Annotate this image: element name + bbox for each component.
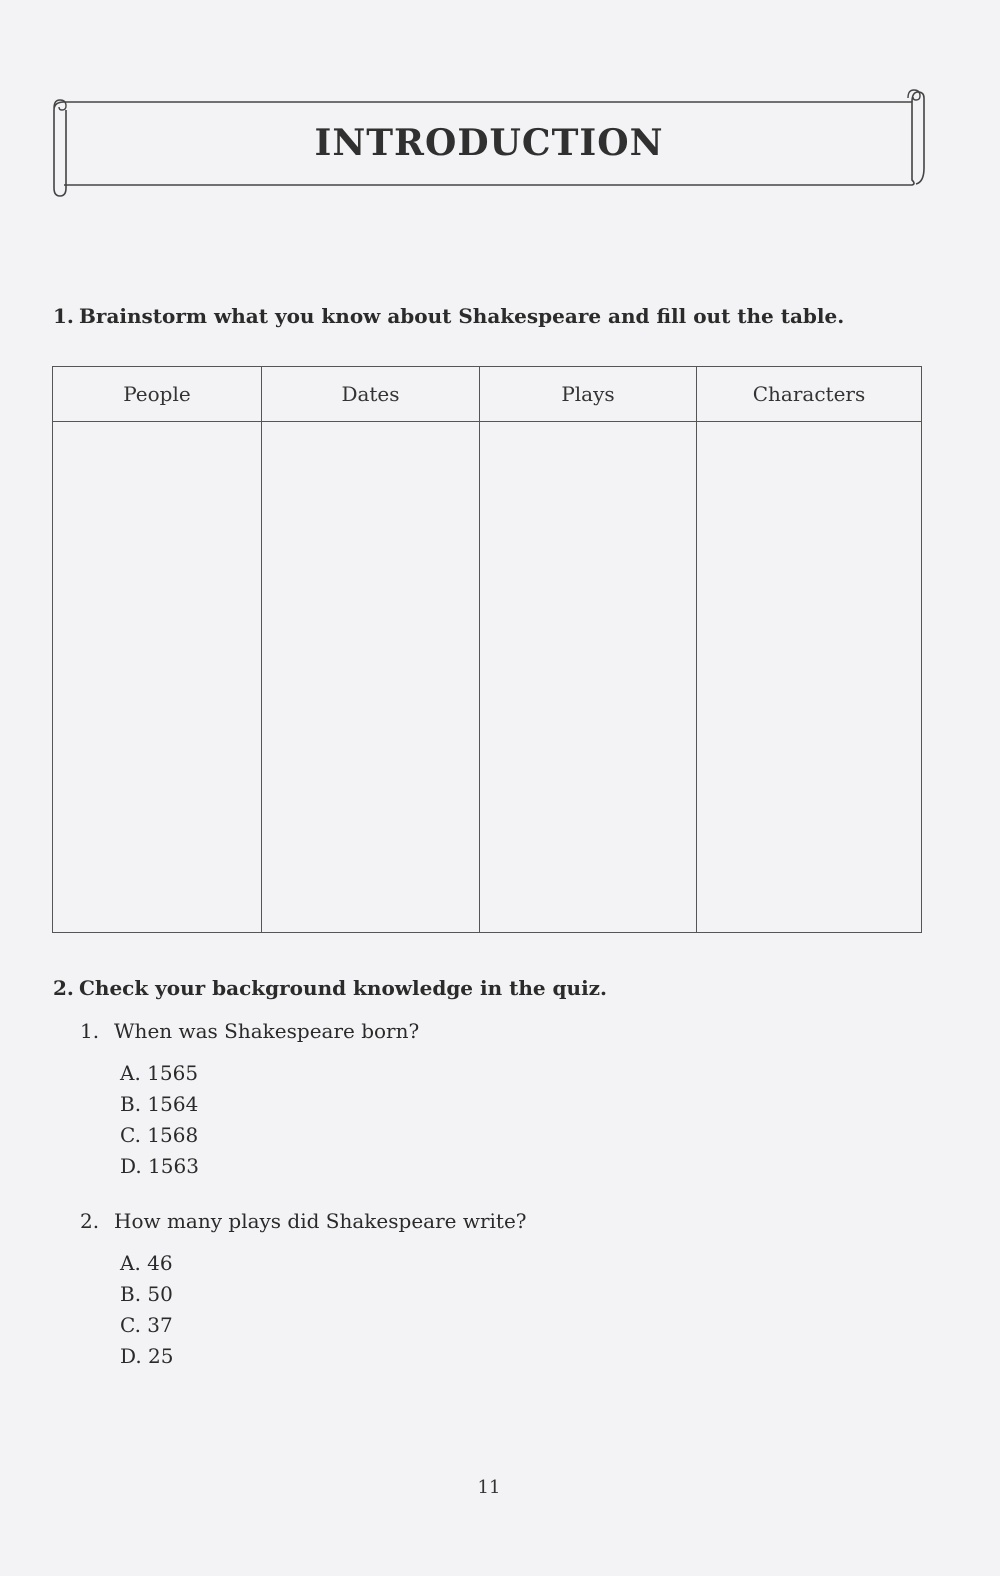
question-2-option-a[interactable]: A. 46 [120, 1251, 173, 1275]
question-1-text: When was Shakespeare born? [114, 1019, 420, 1043]
page-title: INTRODUCTION [314, 122, 664, 164]
section1-heading [53, 304, 844, 328]
header-characters: Characters [697, 367, 922, 422]
title-banner [50, 88, 928, 200]
table-row [53, 422, 922, 933]
section2-instruction: Check your background knowledge in the quiz. [79, 976, 607, 1000]
question-2-option-d[interactable]: D. 25 [120, 1344, 174, 1368]
question-2-text: How many plays did Shakespeare write? [114, 1209, 527, 1233]
section1-instruction: Brainstorm what you know about Shakespeare and fill out the table. [79, 304, 845, 328]
question-2-option-b[interactable]: B. 50 [120, 1282, 173, 1306]
question-1-option-b[interactable]: B. 1564 [120, 1092, 199, 1116]
question-1-option-c[interactable]: C. 1568 [120, 1123, 199, 1147]
cell-dates[interactable] [262, 422, 480, 933]
section1-number: 1. [53, 304, 74, 328]
header-people: People [53, 367, 262, 422]
section2-heading [53, 976, 607, 1000]
header-plays: Plays [480, 367, 697, 422]
question-2-number: 2. [80, 1209, 100, 1233]
cell-people[interactable] [53, 422, 262, 933]
brainstorm-table [52, 366, 922, 933]
section2-number: 2. [53, 976, 74, 1000]
table-header-row [53, 367, 922, 422]
cell-characters[interactable] [697, 422, 922, 933]
question-1-number: 1. [80, 1019, 100, 1043]
question-1-option-d[interactable]: D. 1563 [120, 1154, 199, 1178]
question-2-option-c[interactable]: C. 37 [120, 1313, 173, 1337]
page-number: 11 [477, 1477, 501, 1498]
question-1-option-a[interactable]: A. 1565 [120, 1061, 199, 1085]
cell-plays[interactable] [480, 422, 697, 933]
header-dates: Dates [262, 367, 480, 422]
